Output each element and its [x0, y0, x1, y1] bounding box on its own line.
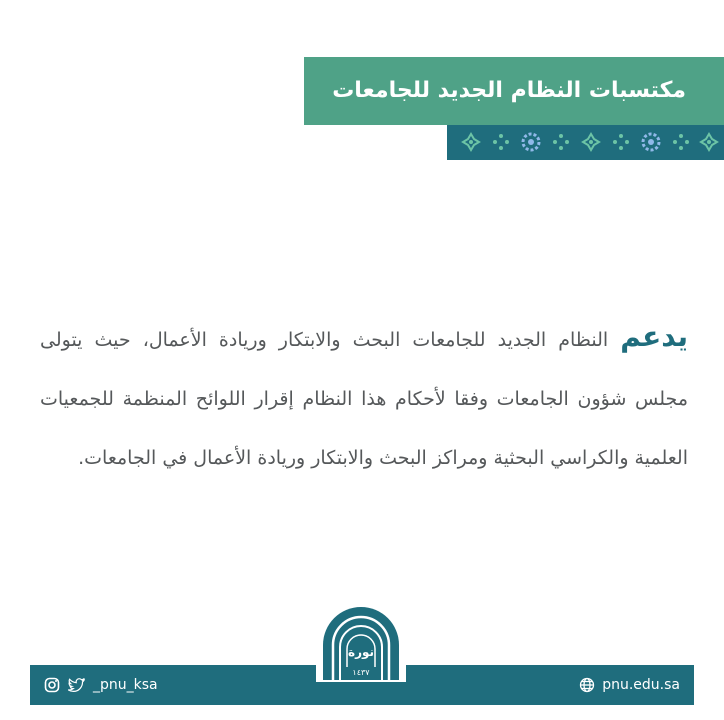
page-title: مكتسبات النظام الجديد للجامعات — [332, 78, 686, 103]
title-banner — [304, 57, 724, 125]
pattern-star-icon — [463, 134, 479, 150]
twitter-icon[interactable] — [68, 678, 85, 693]
pattern-star-icon — [701, 134, 717, 150]
website-url[interactable]: pnu.edu.sa — [602, 677, 680, 693]
instagram-icon[interactable] — [44, 677, 60, 693]
pattern-diamond-icon — [553, 134, 569, 150]
pattern-flower-icon — [643, 134, 659, 150]
social-links — [44, 665, 158, 705]
globe-icon — [579, 677, 595, 693]
pattern-diamond-icon — [673, 134, 689, 150]
pattern-ornament — [447, 125, 724, 160]
pattern-flower-icon — [523, 134, 539, 150]
body-text: النظام الجديد للجامعات البحث والابتكار وريادة الأعمال، حيث يتولى مجلس شؤون الجامعات وفقا لأحكام هذا النظام إقرار اللوائح المنظمة للجمعيات العلمية والكراسي البحثية ومراكز البحث والابتكار وريادة الأعمال في الجامعات. — [40, 329, 688, 469]
logo-emblem-text: نورة — [347, 645, 375, 659]
pattern-diamond-icon — [613, 134, 629, 150]
university-logo — [323, 607, 399, 680]
website-link[interactable] — [579, 665, 680, 705]
pattern-strip — [447, 125, 724, 160]
body-paragraph — [40, 307, 688, 488]
pattern-star-icon — [583, 134, 599, 150]
pattern-diamond-icon — [493, 134, 509, 150]
logo-year: ١٤٣٧ — [352, 668, 370, 677]
lead-word: يدعم — [620, 320, 688, 353]
social-handle[interactable]: _pnu_ksa — [93, 677, 158, 693]
